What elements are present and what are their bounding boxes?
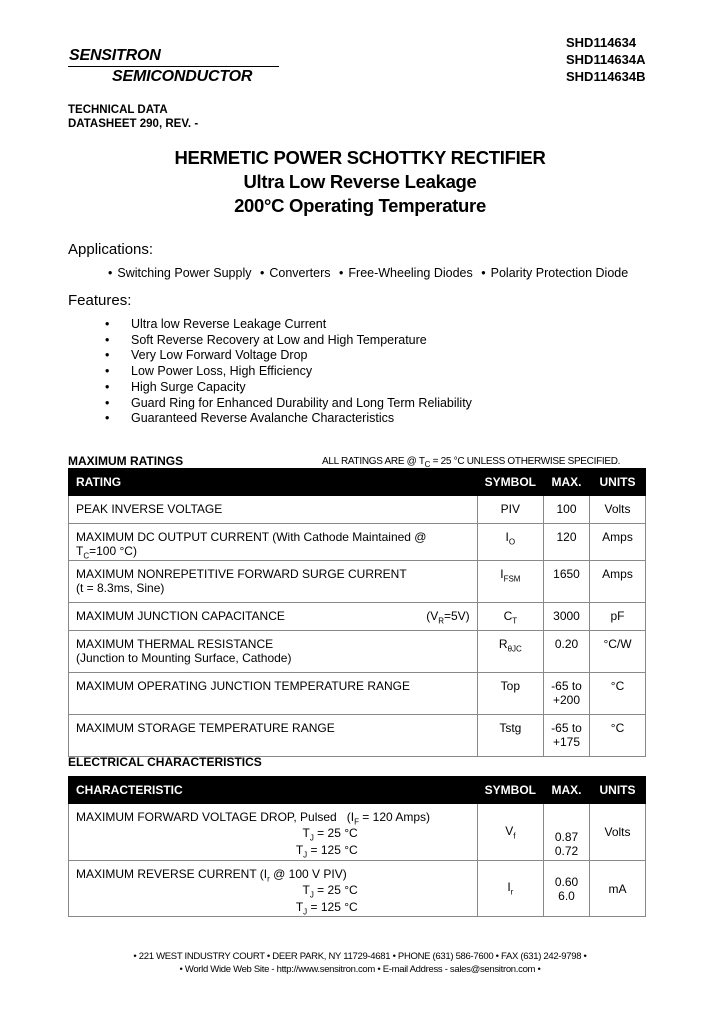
application-item: Switching Power Supply xyxy=(117,266,252,280)
col-header: MAX. xyxy=(544,469,590,496)
table-row: MAXIMUM OPERATING JUNCTION TEMPERATURE RANGE Top -65 to +200 °C xyxy=(69,673,646,715)
table-row: MAXIMUM STORAGE TEMPERATURE RANGE Tstg -65 to +175 °C xyxy=(69,715,646,757)
applications-list: • Switching Power Supply • Converters • Free-Wheeling Diodes • Polarity Protection Diode xyxy=(108,266,629,280)
features-heading: Features: xyxy=(68,292,132,309)
max-ratings-heading: MAXIMUM RATINGS xyxy=(68,454,184,468)
subtitle-1: Ultra Low Reverse Leakage xyxy=(243,171,477,192)
table-row: MAXIMUM REVERSE CURRENT ($I_r$ @ 100 V PIV) $T_J = 25$ °C $T_J = 125$ °C $I_r$ 0.60 6.0 mA xyxy=(69,861,646,917)
main-title: HERMETIC POWER SCHOTTKY RECTIFIER xyxy=(174,147,546,168)
part-numbers xyxy=(566,34,646,85)
application-item: Converters xyxy=(269,266,331,280)
max-ratings-table xyxy=(68,468,646,757)
col-header: CHARACTERISTIC xyxy=(69,777,478,804)
subtitle-2: 200°C Operating Temperature xyxy=(234,195,486,216)
tech-data-label: TECHNICAL DATA xyxy=(68,104,168,116)
col-header: MAX. xyxy=(544,777,590,804)
document-titles xyxy=(0,146,720,218)
applications-heading: Applications: xyxy=(68,241,154,258)
ratings-note: ALL RATINGS ARE @ $T_C = 25$ °C UNLESS OTHERWISE SPECIFIED. xyxy=(322,456,621,469)
tech-data-block xyxy=(68,103,198,131)
table-header-row xyxy=(69,777,646,804)
footer-address: • 221 WEST INDUSTRY COURT • DEER PARK, NY 11729-4681 • PHONE (631) 586-7600 • FAX (631) 242-9798 • xyxy=(133,951,587,962)
electrical-heading: ELECTRICAL CHARACTERISTICS xyxy=(68,755,262,769)
table-header-row xyxy=(69,469,646,496)
feature-item: • Guaranteed Reverse Avalanche Characteristics xyxy=(105,411,472,427)
feature-item: • High Surge Capacity xyxy=(105,380,472,396)
col-header: SYMBOL xyxy=(477,777,543,804)
footer-contact: • World Wide Web Site - http://www.sensitron.com • E-mail Address - sales@sensitron.com • xyxy=(179,964,541,975)
part-number: SHD114634 xyxy=(566,35,637,50)
col-header: UNITS xyxy=(590,469,646,496)
datasheet-label: DATASHEET 290, REV. - xyxy=(68,118,199,130)
col-header: UNITS xyxy=(590,777,646,804)
table-row: PEAK INVERSE VOLTAGE PIV 100 Volts xyxy=(69,496,646,524)
feature-item: • Very Low Forward Voltage Drop xyxy=(105,348,472,364)
application-item: Free-Wheeling Diodes xyxy=(348,266,473,280)
feature-item: • Low Power Loss, High Efficiency xyxy=(105,364,472,380)
brand-underline xyxy=(68,66,279,67)
table-row: MAXIMUM DC OUTPUT CURRENT (With Cathode Maintained @ $T_C=100$ °C) $I_O$ 120 Amps xyxy=(69,524,646,561)
feature-item: • Guard Ring for Enhanced Durability and Long Term Reliability xyxy=(105,396,472,412)
brand-name: SENSITRON xyxy=(69,47,161,64)
part-number: SHD114634B xyxy=(566,69,646,84)
brand-subtitle: SEMICONDUCTOR xyxy=(112,68,253,85)
table-row: MAXIMUM NONREPETITIVE FORWARD SURGE CURRENT (t = 8.3ms, Sine) $I_{FSM}$ 1650 Amps xyxy=(69,561,646,603)
feature-item: • Soft Reverse Recovery at Low and High Temperature xyxy=(105,333,472,349)
application-item: Polarity Protection Diode xyxy=(490,266,629,280)
col-header: SYMBOL xyxy=(477,469,543,496)
part-number: SHD114634A xyxy=(566,52,646,67)
col-header: RATING xyxy=(69,469,478,496)
table-row: MAXIMUM FORWARD VOLTAGE DROP, Pulsed ($I_F = 120$ Amps) $T_J = 25$ °C $T_J = 125$ °C $V_f$ 0.87 0.72 Volts xyxy=(69,804,646,861)
feature-item: • Ultra low Reverse Leakage Current xyxy=(105,317,472,333)
electrical-table xyxy=(68,776,646,917)
features-list xyxy=(105,317,472,427)
table-row: MAXIMUM JUNCTION CAPACITANCE $(V_R=5V)$ $C_T$ 3000 pF xyxy=(69,603,646,631)
table-row: MAXIMUM THERMAL RESISTANCE (Junction to Mounting Surface, Cathode) $R_{\theta JC}$ 0.20 °C/W xyxy=(69,631,646,673)
